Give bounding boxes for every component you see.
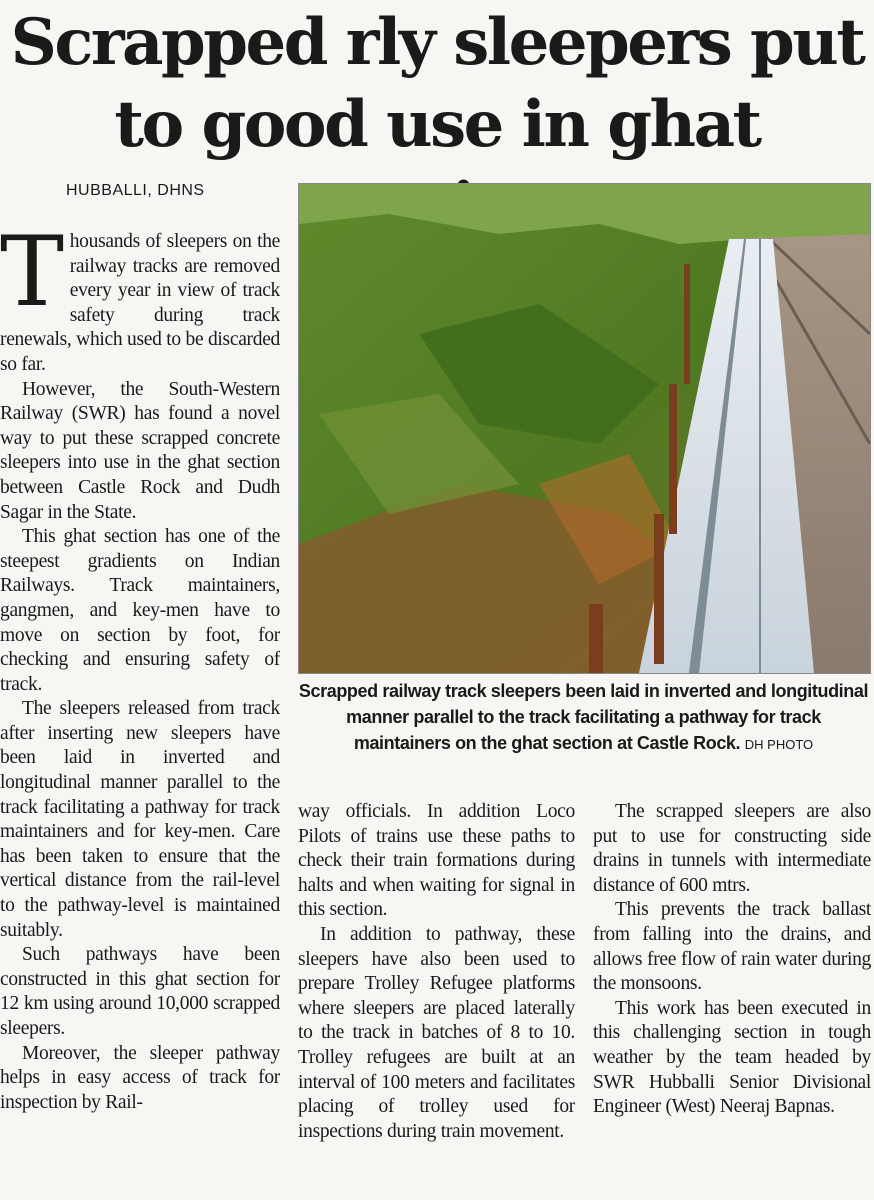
headline-line-2: to good use in ghat: [114, 87, 760, 162]
paragraph: Moreover, the sleeper pathway helps in easy access of track for inspection by Rail-: [0, 1042, 280, 1113]
caption-text: Scrapped railway track sleepers been laid in inverted and longitudinal manner parallel to the track facilitating a pathway for track maintainers on the ghat section at Castle Rock.: [298, 681, 869, 753]
paragraph: The scrapped sleepers are also put to use for constructing side drains in tunnels with intermediate distance of 600 mtrs.: [593, 801, 871, 896]
article-column-1: [0, 230, 280, 1200]
article-column-3: [593, 800, 871, 1200]
photo-credit: DH PHOTO: [744, 737, 814, 752]
article-column-2: [298, 800, 575, 1200]
paragraph: However, the South-Western Railway (SWR) has found a novel way to put these scrapped concrete sleepers into use in the ghat section between Castle Rock and Dudh Sagar in the State.: [0, 378, 280, 523]
paragraph: This work has been executed in this challenging section in tough weather by the team headed by SWR Hubballi Senior Divisional Engineer (West) Neeraj Bapnas.: [593, 997, 871, 1118]
paragraph: In addition to pathway, these sleepers have also been used to prepare Trolley Refugee platforms where sleepers are placed laterally to the track in batches of 8 to 10. Trolley refugees are built at an interval of 100 meters and facilitates placing of trolley used for inspections during train movement.: [298, 923, 575, 1142]
paragraph: Such pathways have been constructed in this ghat section for 12 km using around 10,000 scrapped sleepers.: [0, 944, 280, 1039]
paragraph: This prevents the track ballast from falling into the drains, and allows free flow of rain water during the monsoons.: [593, 899, 871, 995]
byline: HUBBALLI, DHNS: [66, 182, 205, 199]
paragraph: way officials. In addition Loco Pilots of trains use these paths to check their train formations during halts and when waiting for signal in this section.: [298, 801, 575, 921]
paragraph: This ghat section has one of the steepest gradients on Indian Railways. Track maintainers, gangmen, and key-men have to move on section by foot, for checking and ensuring safety of track.: [0, 526, 280, 695]
paragraph: Thousands of sleepers on the railway tracks are removed every year in view of track safety during track renewals, which used to be discarded so far.: [0, 230, 280, 375]
news-photo: [298, 183, 871, 674]
photo-caption: [298, 678, 869, 758]
paragraph: The sleepers released from track after inserting new sleepers have been laid in inverted and longitudinal manner parallel to the track facilitating a pathway for track maintainers and for key-men. Care has been taken to ensure that the vertical distance from the rail-level to the pathway-level is maintained suitably.: [0, 698, 280, 941]
headline-line-1: Scrapped rly sleepers put: [10, 5, 864, 80]
drop-cap: T: [0, 230, 64, 328]
